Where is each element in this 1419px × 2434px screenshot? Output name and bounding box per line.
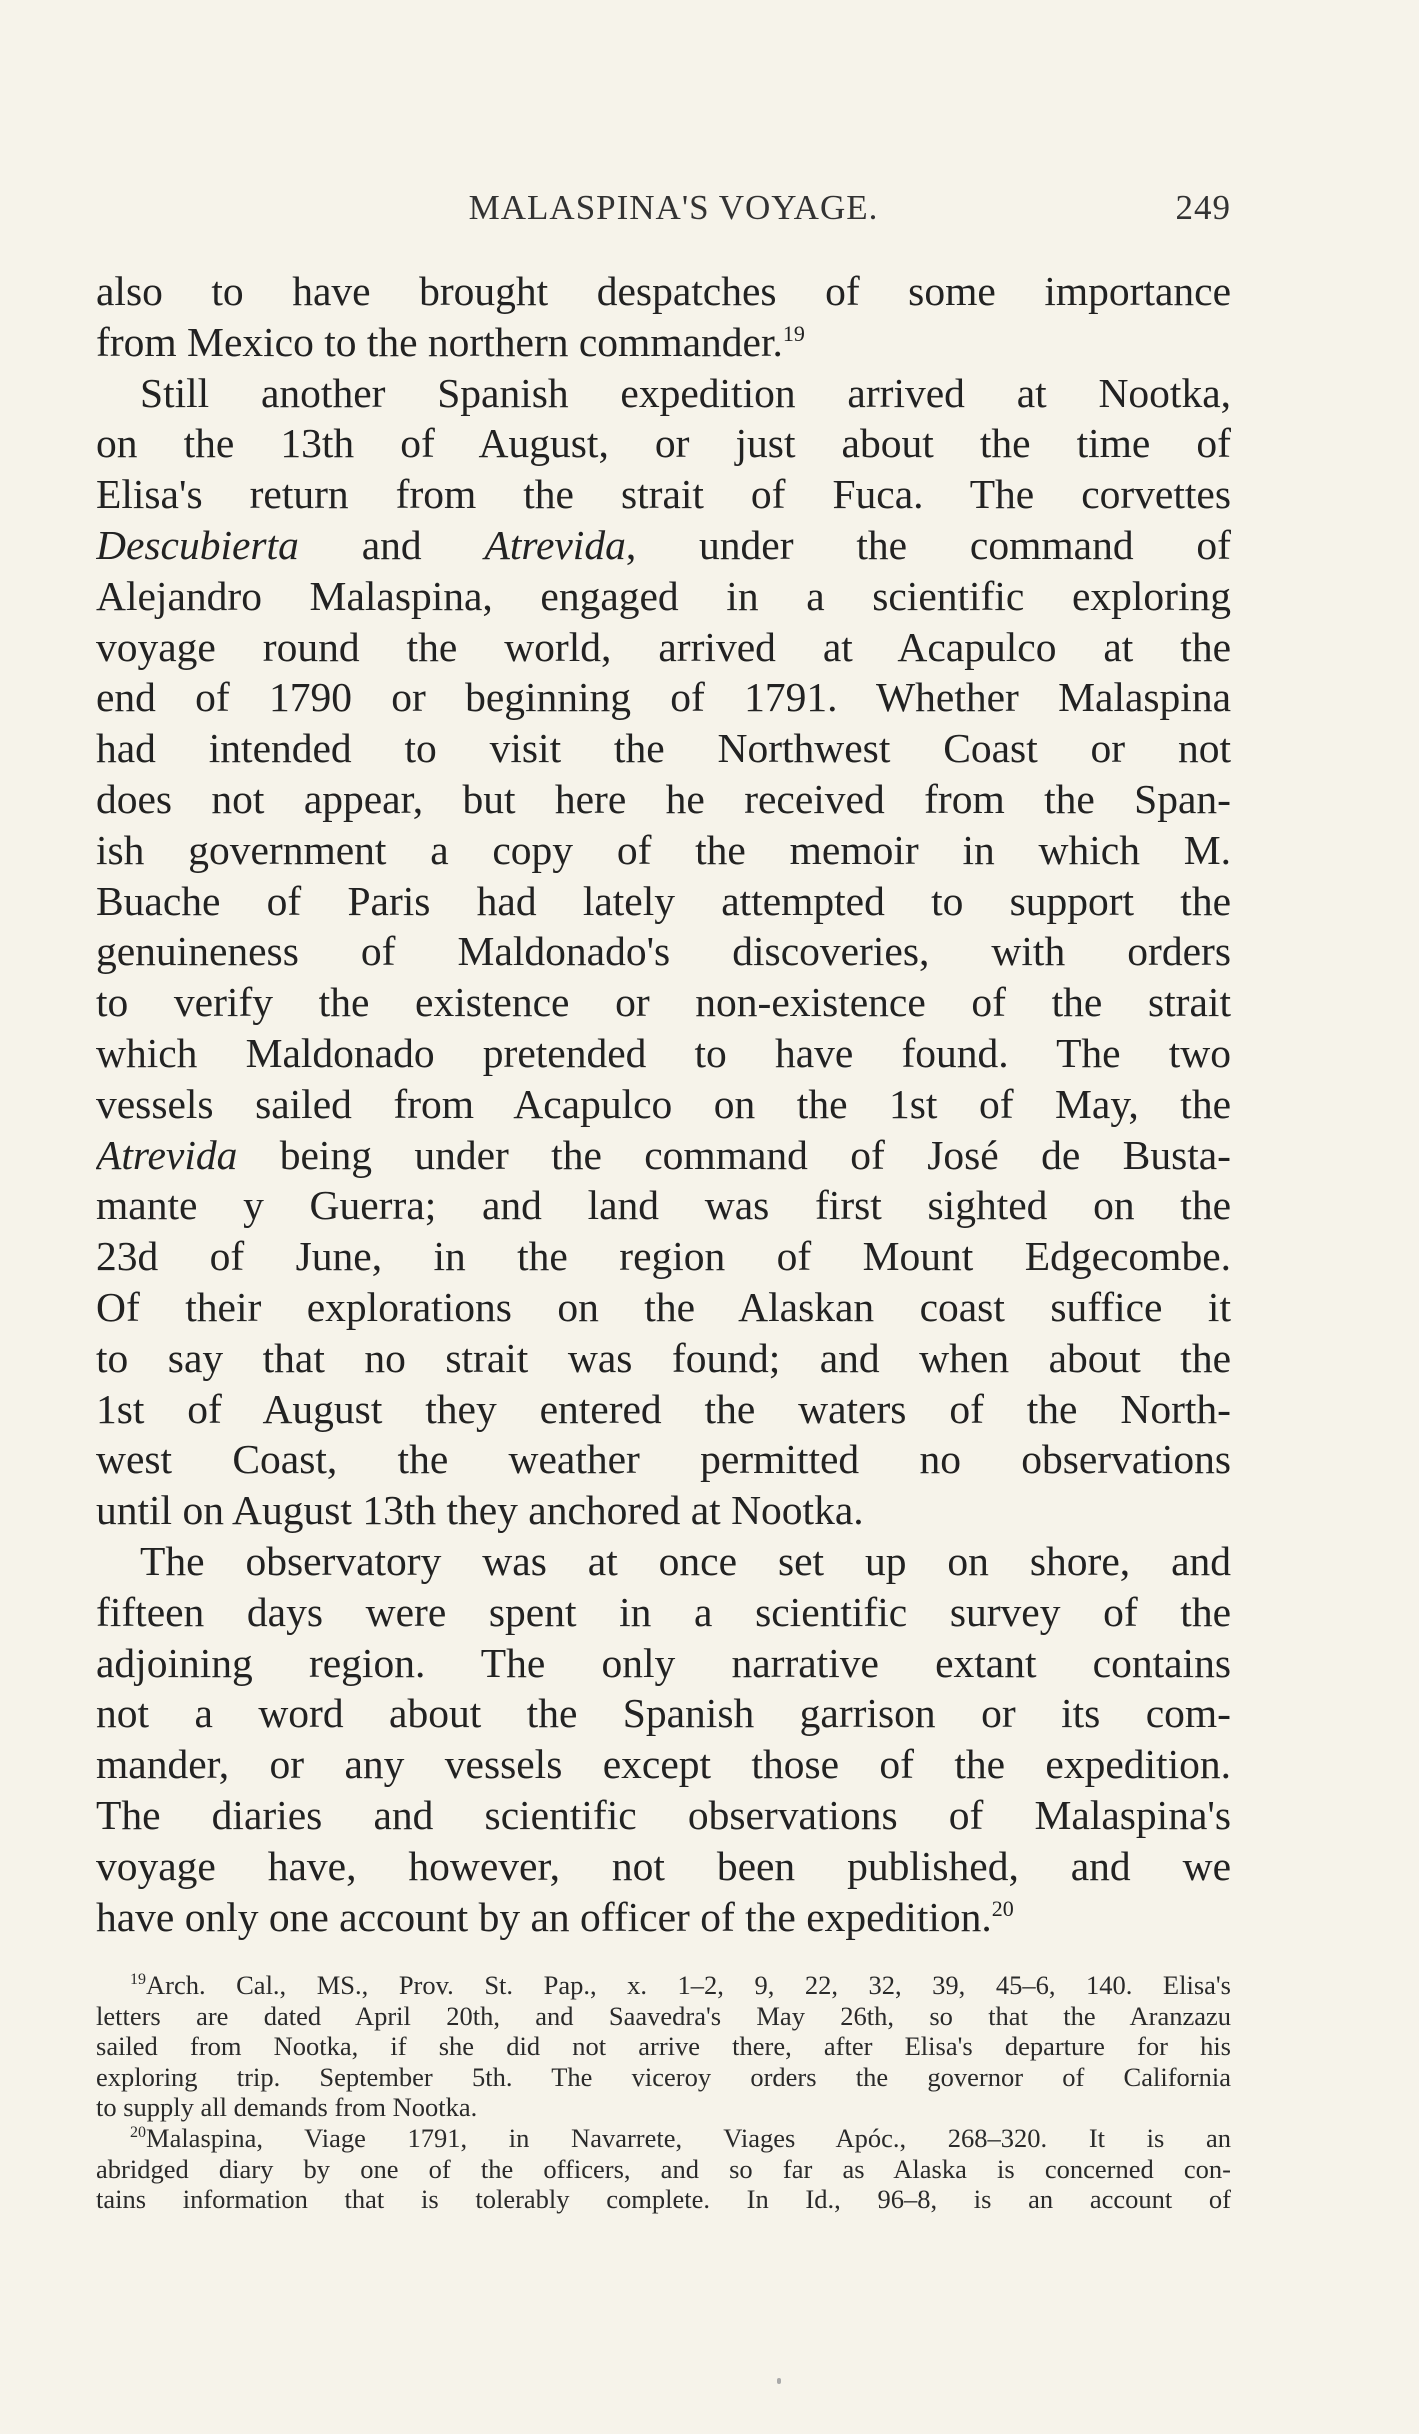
- footnote-line: to supply all demands from Nootka.: [96, 2092, 478, 2123]
- footnote-line: sailed from Nootka, if she did not arrive there, after Elisa's departure for his: [96, 2031, 1231, 2062]
- text-line: The observatory was at once set up on shore, and: [140, 1537, 1231, 1584]
- footnote-line: tains information that is tolerably complete. In Id., 96–8, is an account of: [96, 2184, 1231, 2215]
- text-line: have only one account by an officer of the expedition.$^{20}$: [96, 1893, 1014, 1940]
- footnote-marker: 19: [130, 1971, 146, 1989]
- ship-name: Atrevida: [484, 521, 626, 568]
- text-line: also to have brought despatches of some importance: [96, 268, 1231, 314]
- text-line: ish government a copy of the memoir in which M.: [96, 826, 1231, 873]
- footnote-ref: 20: [991, 1895, 1014, 1921]
- footnote-line: abridged diary by one of the officers, and so far as Alaska is concerned con-: [96, 2153, 1231, 2184]
- running-title: MALASPINA'S VOYAGE.: [468, 188, 879, 227]
- text-line: which Maldonado pretended to have found. The two: [96, 1029, 1231, 1076]
- text-line: Elisa's return from the strait of Fuca. The corvettes: [96, 471, 1231, 518]
- footnote-line: $^{19}$Arch. Cal., MS., Prov. St. Pap., x. 1–2, 9, 22, 32, 39, 45–6, 140. Elisa's: [130, 1970, 1231, 2000]
- text-line: from Mexico to the northern commander.$^{19}$: [96, 318, 805, 365]
- footnote-line: $^{20}$Malaspina, Viage 1791, in Navarrete, Viages Apóc., 268–320. It is an: [130, 2122, 1231, 2153]
- footnote-marker: 20: [130, 2124, 146, 2142]
- text-line: to say that no strait was found; and when about the: [96, 1334, 1231, 1381]
- footnote-line: exploring trip. September 5th. The viceroy orders the governor of California: [96, 2061, 1231, 2092]
- text-line: had intended to visit the Northwest Coast or not: [96, 725, 1231, 772]
- text-line: Atrevida being under the command of José de Busta-: [96, 1131, 1231, 1178]
- text-line: does not appear, but here he received from the Span-: [96, 775, 1231, 822]
- body-text: [96, 266, 1231, 1942]
- text-line-italic: Descubierta and Atrevida, under the command of: [96, 521, 1231, 568]
- footnote-ref: 19: [782, 320, 805, 346]
- text-line: Still another Spanish expedition arrived at Nootka,: [140, 369, 1231, 416]
- text-line: fifteen days were spent in a scientific survey of the: [96, 1588, 1231, 1635]
- text-line: Of their explorations on the Alaskan coast suffice it: [96, 1283, 1231, 1330]
- text-line: Alejandro Malaspina, engaged in a scientific exploring: [96, 572, 1231, 619]
- text-line: voyage round the world, arrived at Acapulco at the: [96, 623, 1231, 670]
- text-line: mander, or any vessels except those of the expedition.: [96, 1741, 1231, 1788]
- ship-name: Descubierta: [96, 521, 299, 568]
- text-line: Buache of Paris had lately attempted to support the: [96, 877, 1231, 924]
- text-line: genuineness of Maldonado's discoveries, with orders: [96, 928, 1231, 975]
- page-number: 249: [1175, 188, 1231, 227]
- text-line: vessels sailed from Acapulco on the 1st of May, the: [96, 1080, 1231, 1127]
- footnote-line: letters are dated April 20th, and Saavedra's May 26th, so that the Aranzazu: [96, 2000, 1231, 2031]
- text-line: not a word about the Spanish garrison or its com-: [96, 1690, 1231, 1737]
- text-line: adjoining region. The only narrative extant contains: [96, 1639, 1231, 1686]
- footnotes: [96, 1970, 1231, 2215]
- ink-speck: [777, 2378, 781, 2384]
- text-line: 23d of June, in the region of Mount Edgecombe.: [96, 1233, 1231, 1280]
- running-head: [116, 188, 1231, 228]
- text-line: voyage have, however, not been published, and we: [96, 1842, 1231, 1889]
- ship-name: Atrevida: [96, 1131, 238, 1178]
- text-line: mante y Guerra; and land was first sighted on the: [96, 1182, 1231, 1229]
- text-line: on the 13th of August, or just about the time of: [96, 420, 1231, 467]
- text-line: 1st of August they entered the waters of the North-: [96, 1385, 1231, 1432]
- text-line: to verify the existence or non-existence of the strait: [96, 979, 1231, 1026]
- text-line: end of 1790 or beginning of 1791. Whether Malaspina: [96, 674, 1231, 721]
- text-line: west Coast, the weather permitted no observations: [96, 1436, 1231, 1483]
- text-line: until on August 13th they anchored at Nootka.: [96, 1487, 864, 1534]
- text-line: The diaries and scientific observations of Malaspina's: [96, 1791, 1231, 1838]
